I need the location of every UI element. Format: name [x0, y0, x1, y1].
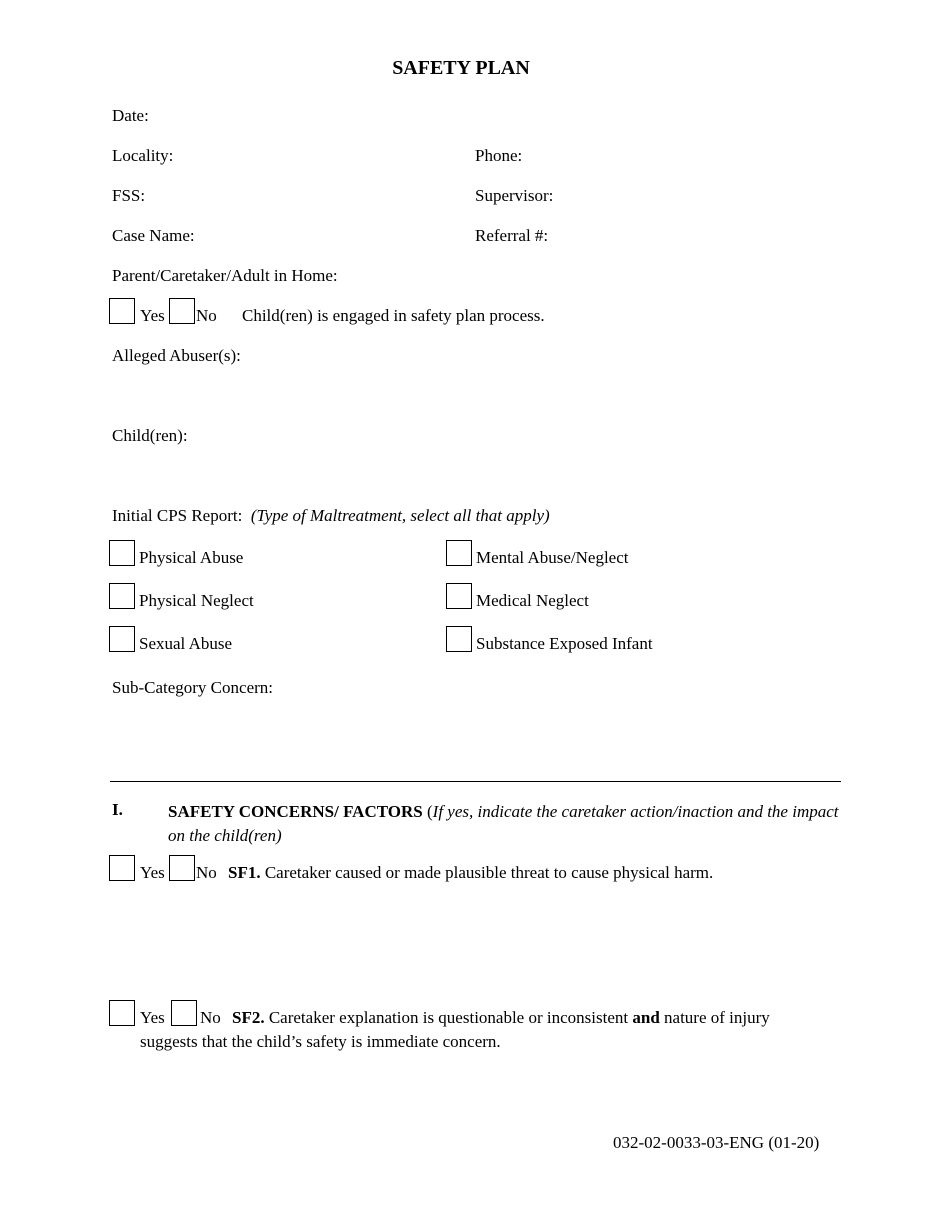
substance-exposed-checkbox[interactable] — [446, 626, 472, 652]
subcategory-label: Sub-Category Concern: — [112, 678, 273, 697]
locality-label: Locality: — [112, 146, 174, 165]
physical-neglect-checkbox[interactable] — [109, 583, 135, 609]
fss-label: FSS: — [112, 186, 146, 205]
medical-neglect-label: Medical Neglect — [476, 591, 589, 610]
engaged-yes-checkbox[interactable] — [109, 298, 135, 324]
sf2-code: SF2. — [232, 1008, 265, 1027]
sf2-text-b: nature of injury — [664, 1008, 770, 1027]
initial-report-line — [112, 506, 550, 526]
case-name-label: Case Name: — [112, 226, 195, 245]
initial-report-label: Initial CPS Report: — [112, 506, 243, 525]
sf2-text-continued: suggests that the child’s safety is immediate concern. — [140, 1032, 501, 1051]
sf2-statement — [232, 1008, 770, 1028]
medical-neglect-checkbox[interactable] — [446, 583, 472, 609]
sf2-and: and — [632, 1008, 660, 1027]
sf1-yes-label: Yes — [140, 863, 165, 882]
section-note-paren: ( — [426, 802, 433, 821]
physical-neglect-label: Physical Neglect — [139, 591, 254, 610]
sf2-yes-label: Yes — [140, 1008, 165, 1027]
sexual-abuse-label: Sexual Abuse — [139, 634, 233, 653]
engaged-no-label: No — [196, 306, 217, 325]
sexual-abuse-checkbox[interactable] — [109, 626, 135, 652]
initial-report-note: (Type of Maltreatment, select all that apply) — [250, 506, 550, 525]
parent-label: Parent/Caretaker/Adult in Home: — [112, 266, 338, 285]
sf2-text-a: Caretaker explanation is questionable or inconsistent — [268, 1008, 629, 1027]
section-number: I. — [112, 800, 123, 819]
section-heading: SAFETY CONCERNS/ FACTORS — [168, 802, 423, 821]
mental-abuse-checkbox[interactable] — [446, 540, 472, 566]
form-number: 032-02-0033-03-ENG (01-20) — [613, 1133, 820, 1152]
date-label: Date: — [112, 106, 149, 125]
engaged-yes-label: Yes — [140, 306, 165, 325]
referral-label: Referral #: — [475, 226, 549, 245]
physical-abuse-label: Physical Abuse — [139, 548, 244, 567]
section-note: If yes, indicate the caretaker action/inaction and the impact on the child(ren) — [168, 802, 839, 845]
substance-exposed-label: Substance Exposed Infant — [476, 634, 653, 653]
sf2-yes-checkbox[interactable] — [109, 1000, 135, 1026]
children-label: Child(ren): — [112, 426, 188, 445]
sf2-no-label: No — [200, 1008, 221, 1027]
sf1-no-label: No — [196, 863, 217, 882]
phone-label: Phone: — [475, 146, 523, 165]
mental-abuse-label: Mental Abuse/Neglect — [476, 548, 629, 567]
physical-abuse-checkbox[interactable] — [109, 540, 135, 566]
engaged-no-checkbox[interactable] — [169, 298, 195, 324]
sf1-statement — [228, 863, 713, 883]
sf1-no-checkbox[interactable] — [169, 855, 195, 881]
sf1-code: SF1. — [228, 863, 261, 882]
section-divider — [110, 781, 841, 782]
engaged-text: Child(ren) is engaged in safety plan process. — [242, 306, 545, 325]
sf1-yes-checkbox[interactable] — [109, 855, 135, 881]
supervisor-label: Supervisor: — [475, 186, 554, 205]
sf2-no-checkbox[interactable] — [171, 1000, 197, 1026]
section-heading-block — [168, 800, 840, 848]
page-title: SAFETY PLAN — [392, 57, 530, 79]
sf1-text: Caretaker caused or made plausible threat to cause physical harm. — [264, 863, 714, 882]
alleged-abuser-label: Alleged Abuser(s): — [112, 346, 241, 365]
